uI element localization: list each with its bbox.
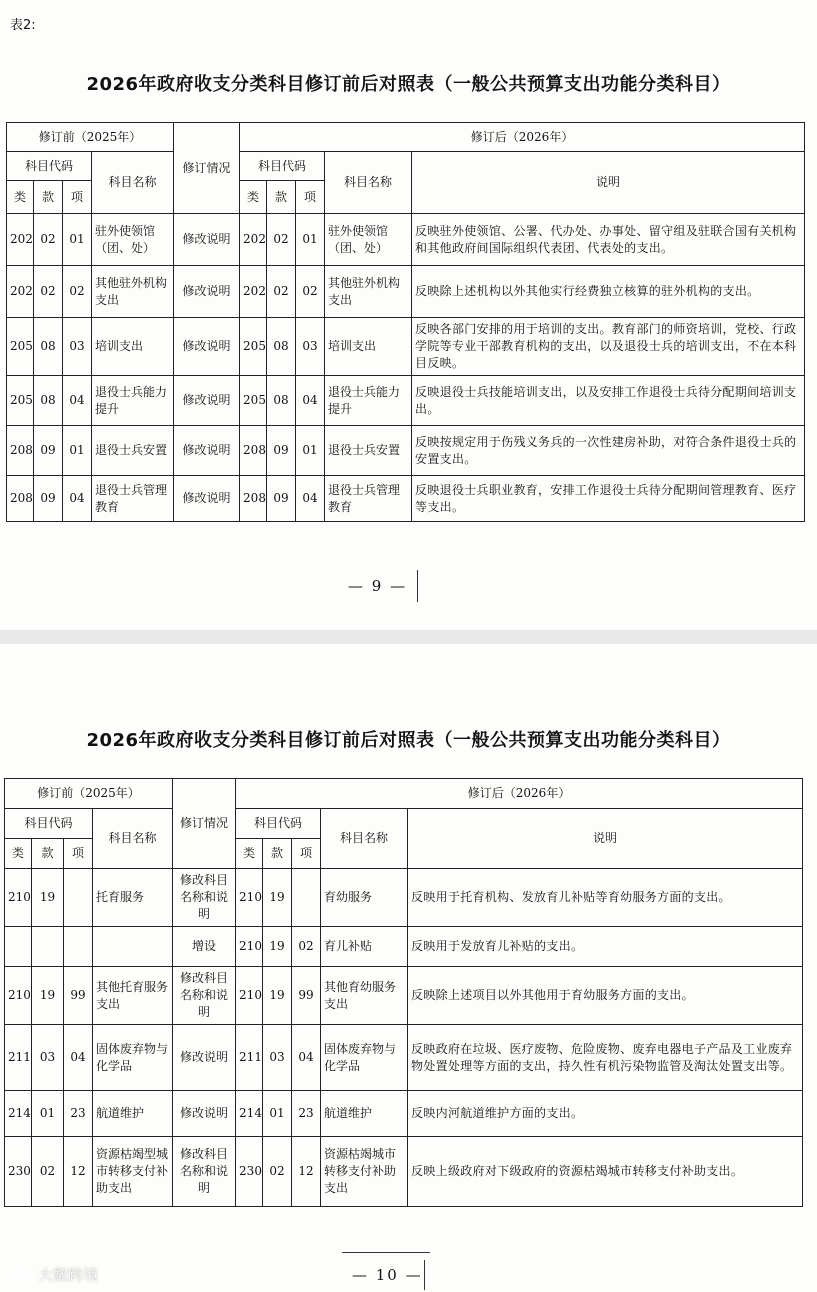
table-row (7, 476, 805, 522)
cell-kuan-after: 03 (263, 1025, 292, 1091)
cell-kuan-after: 09 (267, 426, 296, 476)
cell-revision: 修改科目名称和说明 (173, 967, 236, 1025)
cell-name: 培训支出 (92, 318, 174, 376)
cell-lei: 230 (5, 1137, 32, 1207)
cell-lei-after: 205 (240, 318, 267, 376)
cell-revision: 修改说明 (174, 426, 240, 476)
cell-revision: 增设 (173, 927, 236, 967)
cell-lei-after: 210 (236, 927, 263, 967)
cell-lei: 210 (5, 967, 32, 1025)
cell-name: 其他托育服务支出 (93, 967, 173, 1025)
cell-revision: 修改说明 (174, 214, 240, 266)
cell-kuan-after: 19 (263, 927, 292, 967)
cell-name: 托育服务 (93, 869, 173, 927)
cell-kuan-after: 02 (267, 214, 296, 266)
cell-name: 驻外使领馆（团、处） (92, 214, 174, 266)
cell-xiang: 03 (63, 318, 92, 376)
cell-note: 反映政府在垃圾、医疗废物、危险废物、废弃电器电子产品及工业废弃物处置处理等方面的支出，持久性有机污染物监管及淘汰处置支出等。 (408, 1025, 803, 1091)
cell-kuan: 19 (32, 869, 64, 927)
header-lei-after: 类 (236, 839, 263, 869)
cell-xiang-after: 99 (292, 967, 321, 1025)
cell-lei-after: 211 (236, 1025, 263, 1091)
cell-note: 反映按规定用于伤残义务兵的一次性建房补助，对符合条件退役士兵的安置支出。 (412, 426, 805, 476)
cell-kuan-after: 08 (267, 318, 296, 376)
cell-lei-after: 202 (240, 266, 267, 318)
cell-xiang-after: 01 (296, 214, 325, 266)
cell-xiang: 04 (63, 376, 92, 426)
cell-lei: 210 (5, 869, 32, 927)
cell-lei: 208 (7, 426, 34, 476)
cell-lei: 202 (7, 214, 34, 266)
scan-mark (342, 1252, 430, 1253)
cell-note: 反映退役士兵技能培训支出，以及安排工作退役士兵待分配期间培训支出。 (412, 376, 805, 426)
header-kuan: 款 (34, 181, 63, 214)
cell-xiang: 04 (64, 1025, 93, 1091)
cell-kuan: 09 (34, 476, 63, 522)
cell-name-after: 退役士兵管理教育 (325, 476, 412, 522)
watermark (12, 1264, 98, 1285)
table-row (7, 318, 805, 376)
header-code-after: 科目代码 (240, 152, 325, 181)
cell-name-after: 退役士兵安置 (325, 426, 412, 476)
header-xiang-after: 项 (292, 839, 321, 869)
header-revision: 修订情况 (174, 123, 240, 214)
cell-xiang-after: 01 (296, 426, 325, 476)
cell-lei: 205 (7, 318, 34, 376)
header-kuan-after: 款 (267, 181, 296, 214)
cell-lei: 202 (7, 266, 34, 318)
cell-kuan: 08 (34, 376, 63, 426)
header-name-after: 科目名称 (321, 809, 408, 869)
table-row (7, 426, 805, 476)
header-code-after: 科目代码 (236, 809, 321, 839)
cell-name-after: 航道维护 (321, 1091, 408, 1137)
page-number: — 9 — (348, 577, 408, 595)
header-note: 说明 (408, 809, 803, 869)
header-name-after: 科目名称 (325, 152, 412, 214)
cell-kuan: 09 (34, 426, 63, 476)
cell-xiang-after: 03 (296, 318, 325, 376)
cell-kuan-after: 02 (267, 266, 296, 318)
watermark-logo-icon (12, 1267, 34, 1283)
cell-name: 其他驻外机构支出 (92, 266, 174, 318)
cell-name: 退役士兵安置 (92, 426, 174, 476)
cell-xiang (64, 927, 93, 967)
page-title: 2026年政府收支分类科目修订前后对照表（一般公共预算支出功能分类科目） (86, 730, 731, 751)
cell-xiang: 01 (63, 426, 92, 476)
header-name: 科目名称 (93, 809, 173, 869)
cell-name: 航道维护 (93, 1091, 173, 1137)
cell-kuan: 02 (32, 1137, 64, 1207)
cell-kuan-after: 09 (267, 476, 296, 522)
cell-xiang (64, 869, 93, 927)
cell-kuan-after: 19 (263, 967, 292, 1025)
cell-xiang-after: 23 (292, 1091, 321, 1137)
scan-mark (424, 1260, 425, 1290)
cell-xiang-after: 12 (292, 1137, 321, 1207)
cell-note: 反映驻外使领馆、公署、代办处、办事处、留守组及驻联合国有关机构和其他政府间国际组织代表团、代表处的支出。 (412, 214, 805, 266)
cell-lei: 214 (5, 1091, 32, 1137)
table-label: 表2: (10, 18, 36, 33)
cell-revision: 修改说明 (173, 1091, 236, 1137)
header-kuan: 款 (32, 839, 64, 869)
cell-lei-after: 214 (236, 1091, 263, 1137)
cell-kuan: 08 (34, 318, 63, 376)
cell-kuan (32, 927, 64, 967)
cell-name-after: 驻外使领馆（团、处） (325, 214, 412, 266)
header-name: 科目名称 (92, 152, 174, 214)
cell-note: 反映除上述机构以外其他实行经费独立核算的驻外机构的支出。 (412, 266, 805, 318)
cell-note: 反映用于托育机构、发放育儿补贴等育幼服务方面的支出。 (408, 869, 803, 927)
cell-xiang-after: 04 (292, 1025, 321, 1091)
cell-xiang: 04 (63, 476, 92, 522)
cell-note: 反映用于发放育儿补贴的支出。 (408, 927, 803, 967)
cell-name-after: 育幼服务 (321, 869, 408, 927)
cell-xiang: 23 (64, 1091, 93, 1137)
cell-revision: 修改科目名称和说明 (173, 1137, 236, 1207)
header-lei: 类 (5, 839, 32, 869)
cell-xiang: 99 (64, 967, 93, 1025)
cell-lei-after: 210 (236, 967, 263, 1025)
cell-name-after: 资源枯竭城市转移支付补助支出 (321, 1137, 408, 1207)
cell-kuan-after: 01 (263, 1091, 292, 1137)
cell-name: 退役士兵能力提升 (92, 376, 174, 426)
cell-revision: 修改说明 (174, 376, 240, 426)
header-revision: 修订情况 (173, 779, 236, 869)
cell-lei-after: 208 (240, 426, 267, 476)
cell-xiang-after: 02 (292, 927, 321, 967)
cell-name-after: 育儿补贴 (321, 927, 408, 967)
cell-kuan: 19 (32, 967, 64, 1025)
cell-xiang: 01 (63, 214, 92, 266)
cell-note: 反映上级政府对下级政府的资源枯竭城市转移支付补助支出。 (408, 1137, 803, 1207)
cell-name-after: 培训支出 (325, 318, 412, 376)
comparison-table (4, 778, 803, 1207)
cell-xiang-after: 04 (296, 476, 325, 522)
cell-name-after: 其他育幼服务支出 (321, 967, 408, 1025)
cell-kuan: 02 (34, 214, 63, 266)
cell-name-after: 退役士兵能力提升 (325, 376, 412, 426)
table-row (5, 1137, 803, 1207)
cell-kuan-after: 02 (263, 1137, 292, 1207)
header-lei-after: 类 (240, 181, 267, 214)
cell-kuan: 01 (32, 1091, 64, 1137)
watermark-text: 大數跨境 (38, 1266, 99, 1284)
cell-xiang: 12 (64, 1137, 93, 1207)
header-xiang: 项 (64, 839, 93, 869)
scan-mark (417, 570, 418, 602)
cell-revision: 修改说明 (174, 266, 240, 318)
page-title: 2026年政府收支分类科目修订前后对照表（一般公共预算支出功能分类科目） (86, 74, 731, 95)
cell-xiang-after: 02 (296, 266, 325, 318)
header-code: 科目代码 (5, 809, 93, 839)
cell-name-after: 其他驻外机构支出 (325, 266, 412, 318)
cell-name (93, 927, 173, 967)
cell-revision: 修改科目名称和说明 (173, 869, 236, 927)
header-xiang: 项 (63, 181, 92, 214)
cell-revision: 修改说明 (174, 476, 240, 522)
cell-name: 资源枯竭型城市转移支付补助支出 (93, 1137, 173, 1207)
cell-note: 反映退役士兵职业教育，安排工作退役士兵待分配期间管理教育、医疗等支出。 (412, 476, 805, 522)
header-after: 修订后（2026年） (236, 779, 803, 809)
table-row (5, 927, 803, 967)
cell-lei: 208 (7, 476, 34, 522)
cell-kuan-after: 08 (267, 376, 296, 426)
document-page-10 (0, 644, 817, 1292)
cell-kuan: 03 (32, 1025, 64, 1091)
cell-name: 固体废弃物与化学品 (93, 1025, 173, 1091)
table-row (5, 1091, 803, 1137)
cell-lei-after: 205 (240, 376, 267, 426)
cell-kuan: 02 (34, 266, 63, 318)
cell-kuan-after: 19 (263, 869, 292, 927)
cell-xiang-after: 04 (296, 376, 325, 426)
cell-note: 反映内河航道维护方面的支出。 (408, 1091, 803, 1137)
table-row (7, 376, 805, 426)
comparison-table (6, 122, 805, 522)
cell-revision: 修改说明 (173, 1025, 236, 1091)
cell-lei (5, 927, 32, 967)
table-row (5, 967, 803, 1025)
cell-xiang-after (292, 869, 321, 927)
header-lei: 类 (7, 181, 34, 214)
header-kuan-after: 款 (263, 839, 292, 869)
table-row (5, 869, 803, 927)
cell-note: 反映各部门安排的用于培训的支出。教育部门的师资培训，党校、行政学院等专业干部教育机构的支出，以及退役士兵的培训支出，不在本科目反映。 (412, 318, 805, 376)
document-page-9 (0, 0, 817, 630)
header-before: 修订前（2025年） (5, 779, 173, 809)
cell-name-after: 固体废弃物与化学品 (321, 1025, 408, 1091)
cell-xiang: 02 (63, 266, 92, 318)
cell-lei-after: 202 (240, 214, 267, 266)
cell-lei: 211 (5, 1025, 32, 1091)
table-row (5, 1025, 803, 1091)
header-note: 说明 (412, 152, 805, 214)
header-code: 科目代码 (7, 152, 92, 181)
cell-name: 退役士兵管理教育 (92, 476, 174, 522)
table-row (7, 214, 805, 266)
table-row (7, 266, 805, 318)
cell-lei: 205 (7, 376, 34, 426)
header-xiang-after: 项 (296, 181, 325, 214)
cell-lei-after: 208 (240, 476, 267, 522)
header-before: 修订前（2025年） (7, 123, 174, 152)
header-after: 修订后（2026年） (240, 123, 805, 152)
cell-lei-after: 210 (236, 869, 263, 927)
cell-note: 反映除上述项目以外其他用于育幼服务方面的支出。 (408, 967, 803, 1025)
cell-lei-after: 230 (236, 1137, 263, 1207)
page-number: — 10 — (352, 1266, 423, 1284)
cell-revision: 修改说明 (174, 318, 240, 376)
